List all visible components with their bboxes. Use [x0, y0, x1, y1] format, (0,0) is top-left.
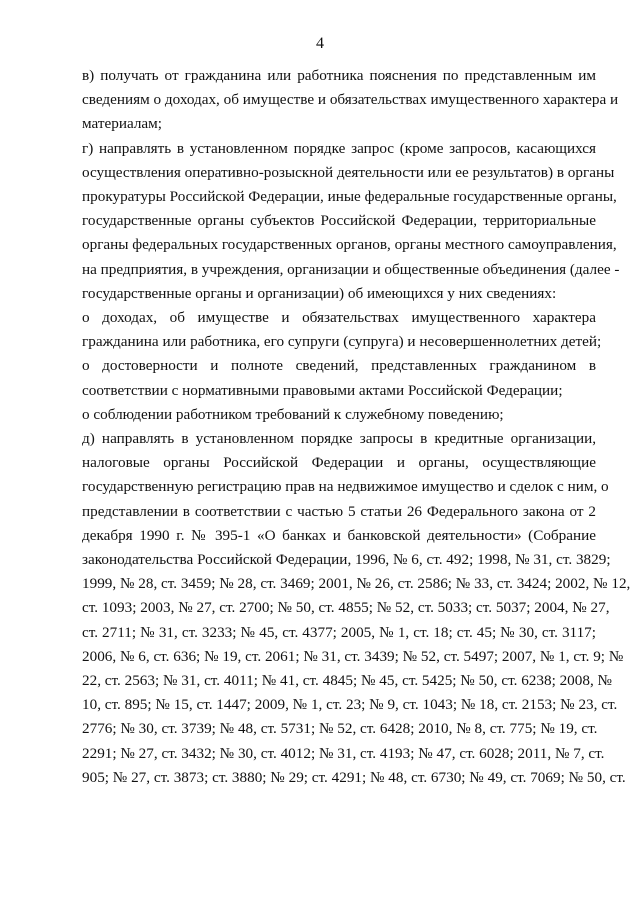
- text-line: представлении в соответствии с частью 5 статьи 26 Федерального закона от 2: [82, 502, 596, 520]
- text-line: о достоверности и полноте сведений, представленных гражданином в: [82, 357, 596, 375]
- text-line: д) направлять в установленном порядке запросы в кредитные организации,: [82, 430, 596, 448]
- text-line: в) получать от гражданина или работника пояснения по представленным им: [82, 67, 596, 84]
- paragraph-conduct: [82, 403, 596, 427]
- text-line: 905; № 27, ст. 3873; ст. 3880; № 29; ст. 4291; № 48, ст. 6730; № 49, ст. 7069; № 50, ст.: [82, 768, 626, 786]
- text-line: сведениям о доходах, об имуществе и обязательствах имущественного характера и: [82, 91, 619, 109]
- text-line: законодательства Российской Федерации, 1996, № 6, ст. 492; 1998, № 31, ст. 3829;: [82, 551, 611, 569]
- text-line: гражданина или работника, его супруги (супруга) и несовершеннолетних детей;: [82, 333, 602, 351]
- text-line: соответствии с нормативными правовыми актами Российской Федерации;: [82, 381, 563, 399]
- text-line: государственную регистрацию прав на недвижимое имущество и сделок с ним, о: [82, 478, 609, 496]
- text-line: г) направлять в установленном порядке запрос (кроме запросов, касающихся: [82, 139, 596, 157]
- paragraph-income: [82, 306, 602, 354]
- text-line: прокуратуры Российской Федерации, иные федеральные государственные органы,: [82, 188, 617, 206]
- text-line: на предприятия, в учреждения, организации и общественные объединения (далее -: [82, 260, 620, 278]
- text-line: налоговые органы Российской Федерации и органы, осуществляющие: [82, 454, 596, 472]
- text-line: материалам;: [82, 115, 162, 133]
- text-line: 22, ст. 2563; № 31, ст. 4011; № 41, ст. 4845; № 45, ст. 5425; № 50, ст. 6238; 2008, №: [82, 672, 613, 690]
- paragraph-g: [82, 137, 620, 306]
- text-line: 2776; № 30, ст. 3739; № 48, ст. 5731; № 52, ст. 6428; 2010, № 8, ст. 775; № 19, ст.: [82, 720, 598, 738]
- text-line: органы федеральных государственных органов, органы местного самоуправления,: [82, 236, 617, 254]
- text-line: государственные органы и организации) об имеющихся у них сведениях:: [82, 284, 557, 302]
- paragraph-accuracy: [82, 354, 596, 402]
- paragraph-d: [82, 427, 631, 790]
- text-line: ст. 2711; № 31, ст. 3233; № 45, ст. 4377; 2005, № 1, ст. 18; ст. 45; № 30, ст. 3117;: [82, 623, 596, 641]
- text-line: государственные органы субъектов Российской Федерации, территориальные: [82, 212, 596, 230]
- text-line: 10, ст. 895; № 15, ст. 1447; 2009, № 1, ст. 23; № 9, ст. 1043; № 18, ст. 2153; № 23, ст.: [82, 696, 618, 714]
- paragraph-v: [82, 64, 619, 137]
- text-line: о соблюдении работником требований к служебному поведению;: [82, 405, 504, 423]
- document-body: [82, 64, 631, 790]
- page-number: 4: [316, 35, 324, 52]
- text-line: осуществления оперативно-розыскной деятельности или ее результатов) в органы: [82, 163, 615, 181]
- text-line: 1999, № 28, ст. 3459; № 28, ст. 3469; 2001, № 26, ст. 2586; № 33, ст. 3424; 2002, № 12,: [82, 575, 631, 593]
- text-line: 2006, № 6, ст. 636; № 19, ст. 2061; № 31, ст. 3439; № 52, ст. 5497; 2007, № 1, ст. 9; №: [82, 647, 624, 665]
- text-line: 2291; № 27, ст. 3432; № 30, ст. 4012; № 31, ст. 4193; № 47, ст. 6028; 2011, № 7, ст.: [82, 744, 605, 762]
- text-line: декабря 1990 г. № 395-1 «О банках и банковской деятельности» (Собрание: [82, 526, 596, 544]
- text-line: ст. 1093; 2003, № 27, ст. 2700; № 50, ст. 4855; № 52, ст. 5033; ст. 5037; 2004, № 27,: [82, 599, 610, 617]
- text-line: о доходах, об имуществе и обязательствах имущественного характера: [82, 309, 596, 327]
